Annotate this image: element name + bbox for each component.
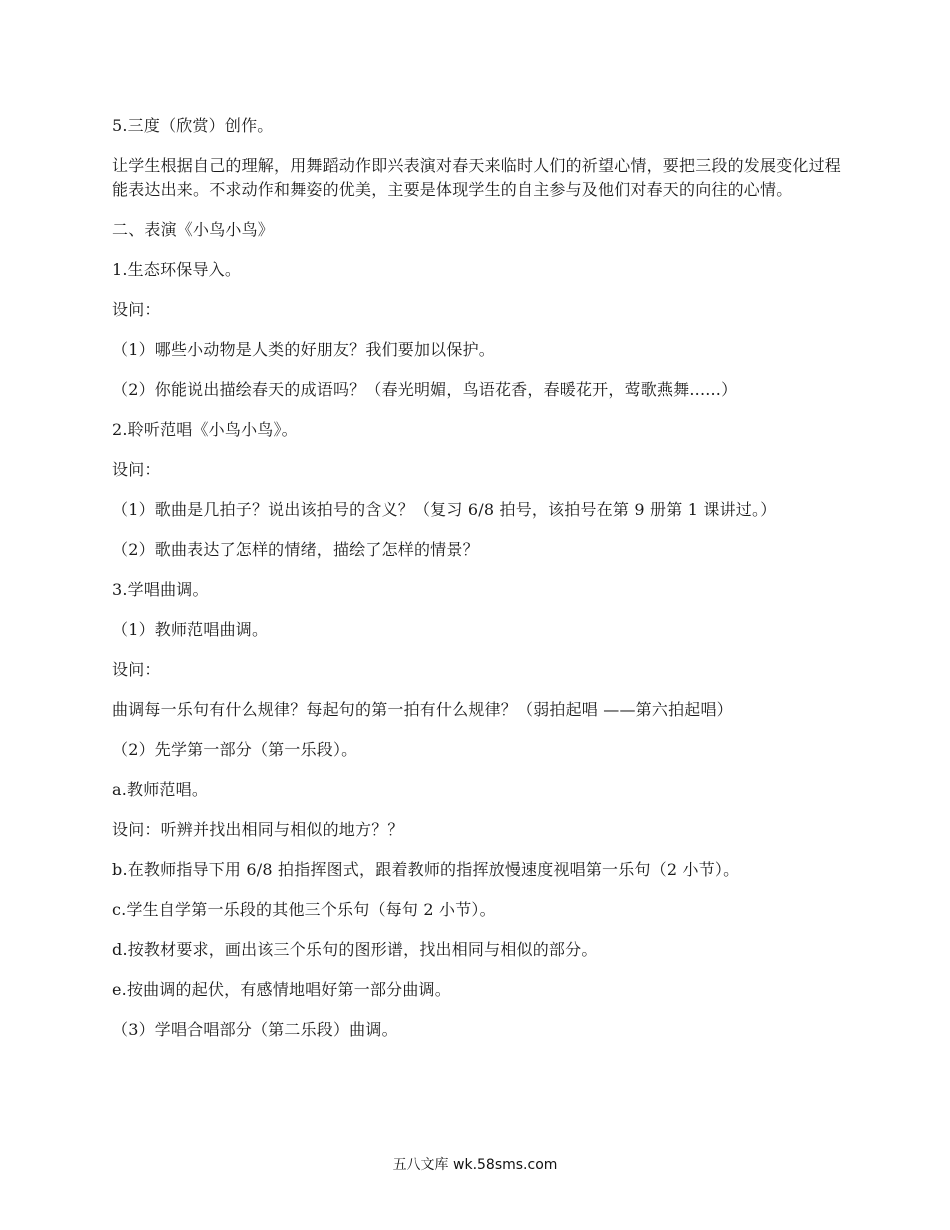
paragraph-step-b: b.在教师指导下用 6/8 拍指挥图式，跟着教师的指挥放慢速度视唱第一乐句（2 小节）。 [112,860,740,879]
paragraph-question-1: （1）哪些小动物是人类的好朋友？我们要加以保护。 [112,340,495,359]
paragraph-creation-step: 5.三度（欣赏）创作。 [112,116,274,135]
paragraph-eco-intro: 1.生态环保导入。 [112,260,242,279]
paragraph-step-c: c.学生自学第一乐段的其他三个乐句（每句 2 小节）。 [112,900,496,919]
paragraph-question-label: 设问： [112,660,161,679]
paragraph-part-one: （2）先学第一部分（第一乐段）。 [112,740,358,759]
paragraph-step-a: a.教师范唱。 [112,780,209,799]
paragraph-question-label: 设问： [112,460,161,479]
paragraph-listen-sample: 2.聆听范唱《小鸟小鸟》。 [112,420,298,439]
paragraph-teacher-sings: （1）教师范唱曲调。 [112,620,269,639]
paragraph-emotion-question: （2）歌曲表达了怎样的情绪，描绘了怎样的情景？ [112,540,479,559]
paragraph-question-label: 设问： [112,300,161,319]
paragraph-step-d: d.按教材要求，画出该三个乐句的图形谱，找出相同与相似的部分。 [112,940,598,959]
paragraph-step-e: e.按曲调的起伏，有感情地唱好第一部分曲调。 [112,980,451,999]
paragraph-chorus-part: （3）学唱合唱部分（第二乐段）曲调。 [112,1020,398,1039]
section-heading-performance: 二、表演《小鸟小鸟》 [112,220,275,239]
paragraph-meter-question: （1）歌曲是几拍子？说出该拍号的含义？（复习 6/8 拍号，该拍号在第 9 册第 1 课讲过。） [112,500,777,519]
paragraph-listen-compare: 设问：听辨并找出相同与相似的地方？？ [112,820,404,839]
document-body [112,114,842,1058]
paragraph-learn-melody: 3.学唱曲调。 [112,580,209,599]
page-footer: 五八文库 wk.58sms.com [392,1157,558,1173]
paragraph-phrase-rule: 曲调每一乐句有什么规律？每起句的第一拍有什么规律？（弱拍起唱 ——第六拍起唱） [112,700,733,719]
paragraph-creation-desc: 让学生根据自己的理解，用舞蹈动作即兴表演对春天来临时人们的祈望心情，要把三段的发展变化过程能表达出来。不求动作和舞姿的优美，主要是体现学生的自主参与及他们对春天的向往的心情。 [112,156,842,199]
paragraph-question-2: （2）你能说出描绘春天的成语吗？（春光明媚，鸟语花香，春暖花开，莺歌燕舞......） [112,380,738,399]
